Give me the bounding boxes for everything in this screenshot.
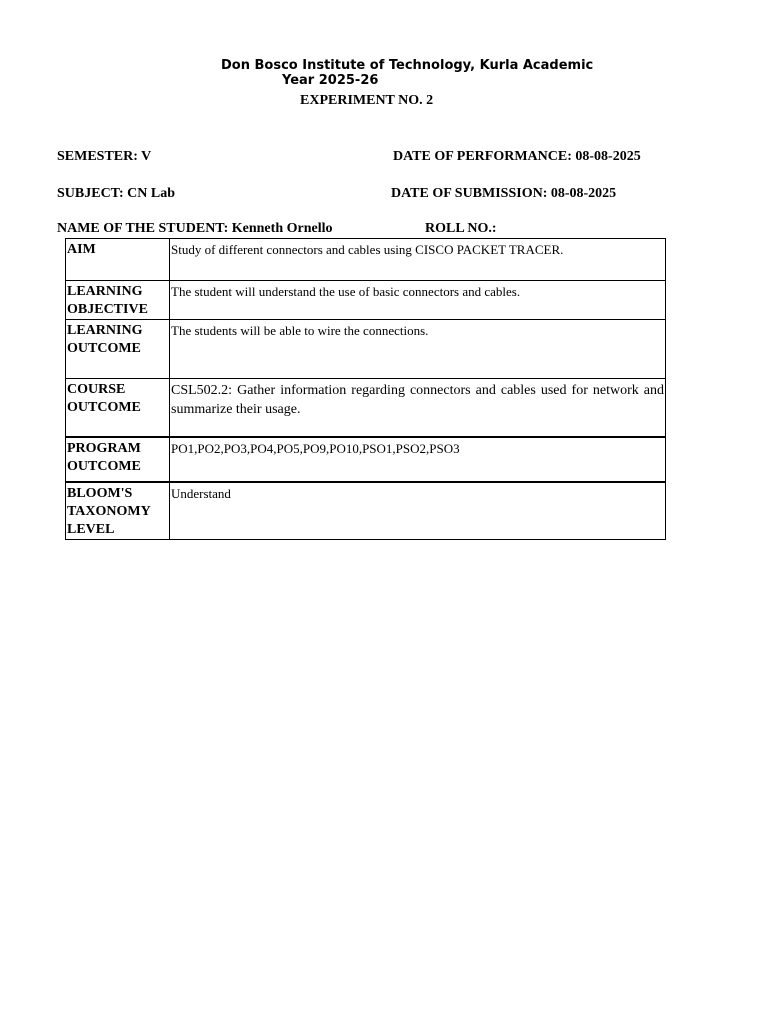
date-of-performance-field: DATE OF PERFORMANCE: 08-08-2025 <box>393 149 641 164</box>
aim-value: Study of different connectors and cables using CISCO PACKET TRACER. <box>170 239 666 281</box>
subject-field: SUBJECT: CN Lab <box>57 186 175 201</box>
blooms-taxonomy-level-label: BLOOM'S TAXONOMY LEVEL <box>66 482 170 540</box>
course-outcome-label: COURSE OUTCOME <box>66 379 170 437</box>
learning-outcome-label: LEARNING OUTCOME <box>66 320 170 379</box>
roll-number-field: ROLL NO.: <box>425 221 497 236</box>
academic-year: Year 2025-26 <box>282 73 379 88</box>
aim-label: AIM <box>66 239 170 281</box>
experiment-number: EXPERIMENT NO. 2 <box>300 93 434 108</box>
table-row-course-outcome <box>66 379 666 437</box>
program-outcome-label: PROGRAM OUTCOME <box>66 437 170 482</box>
course-outcome-value: CSL502.2: Gather information regarding connectors and cables used for network and summarize their usage. <box>170 379 666 437</box>
table-row-program-outcome <box>66 437 666 482</box>
blooms-taxonomy-level-value: Understand <box>170 482 666 540</box>
table-row-learning-outcome <box>66 320 666 379</box>
student-name-field: NAME OF THE STUDENT: Kenneth Ornello <box>57 221 333 236</box>
experiment-details-table <box>65 238 666 540</box>
table-row-aim <box>66 239 666 281</box>
learning-objective-label: LEARNING OBJECTIVE <box>66 281 170 320</box>
institute-name: Don Bosco Institute of Technology, Kurla Academic <box>221 58 594 73</box>
table-row-learning-objective <box>66 281 666 320</box>
program-outcome-value: PO1,PO2,PO3,PO4,PO5,PO9,PO10,PSO1,PSO2,PSO3 <box>170 437 666 482</box>
semester-field: SEMESTER: V <box>57 149 152 164</box>
table-row-blooms-taxonomy-level <box>66 482 666 540</box>
learning-outcome-value: The students will be able to wire the connections. <box>170 320 666 379</box>
learning-objective-value: The student will understand the use of basic connectors and cables. <box>170 281 666 320</box>
date-of-submission-field: DATE OF SUBMISSION: 08-08-2025 <box>391 186 617 201</box>
